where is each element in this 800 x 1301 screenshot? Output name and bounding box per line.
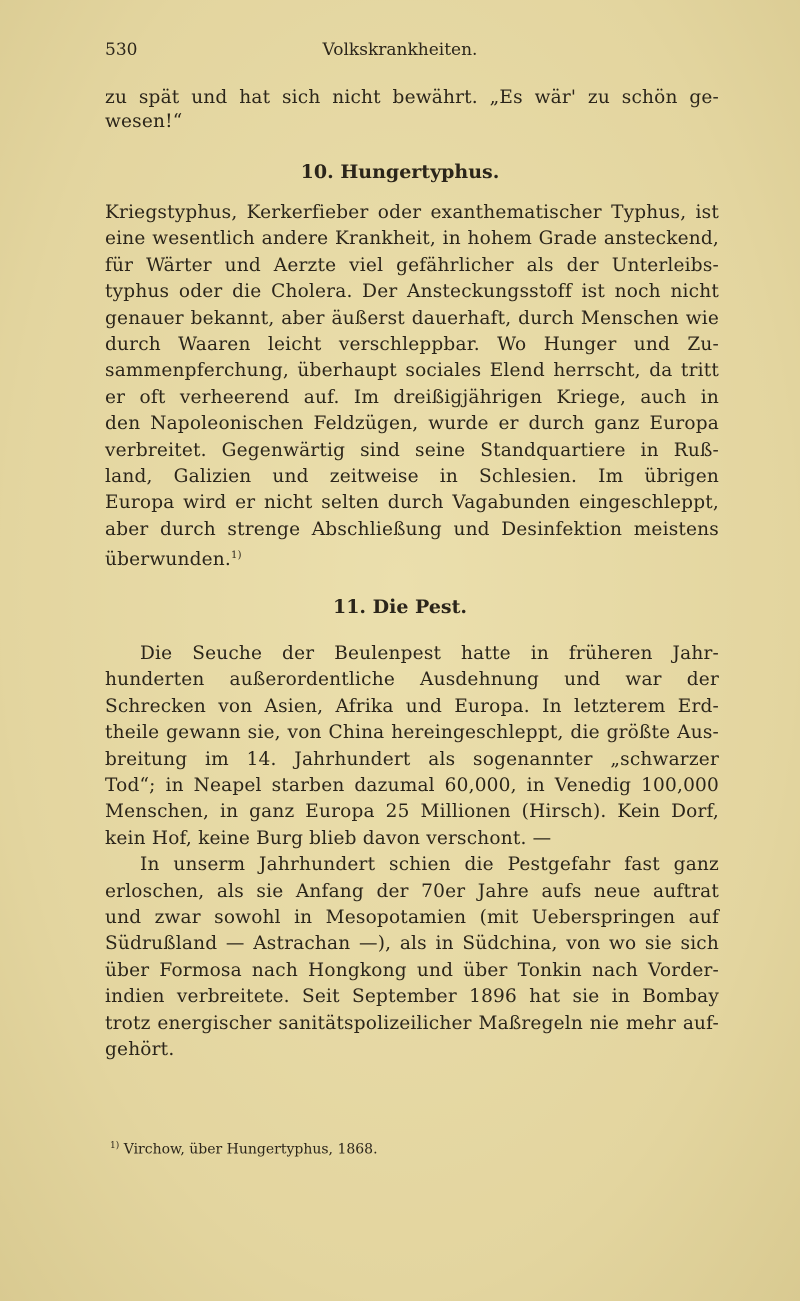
footnote — [110, 1141, 378, 1158]
page-number: 530 — [105, 40, 138, 60]
text-line: Menschen, in ganz Europa 25 Millionen (Hirsch). Kein Dorf, — [105, 801, 719, 823]
running-title: Volkskrankheiten. — [322, 40, 478, 60]
text-line: indien verbreitete. Seit September 1896 hat sie in Bombay — [105, 986, 719, 1008]
text-line: Schrecken von Asien, Afrika und Europa. In letzterem Erd- — [105, 695, 719, 717]
section-heading: 11. Die Pest. — [332, 596, 468, 618]
text-line: Kriegstyphus, Kerkerfieber oder exanthematischer Typhus, ist — [105, 202, 719, 223]
text-line: Tod“; in Neapel starben dazumal 60,000, in Venedig 100,000 — [105, 775, 719, 796]
footnote-marker: 1) — [110, 1141, 120, 1151]
section-heading: 10. Hungertyphus. — [300, 161, 500, 183]
text-line: In unserm Jahrhundert schien die Pestgefahr fast ganz — [140, 854, 719, 876]
text-line: kein Hof, keine Burg blieb davon verschont. — — [105, 827, 552, 849]
text-line: verbreitet. Gegenwärtig sind seine Standquartiere in Ruß- — [105, 439, 719, 461]
footnote-reference: 1) — [231, 550, 242, 562]
text-line: er oft verheerend auf. Im dreißigjährigen Kriege, auch in — [105, 386, 719, 408]
text-line: über Formosa nach Hongkong und über Tonkin nach Vorder- — [105, 959, 719, 981]
text-line: für Wärter und Aerzte viel gefährlicher als der Unterleibs- — [105, 254, 719, 276]
text-line: genauer bekannt, aber äußerst dauerhaft, durch Menschen wie — [105, 307, 719, 329]
text-line: wesen!“ — [105, 111, 183, 132]
text-line: trotz energischer sanitätspolizeilicher Maßregeln nie mehr auf- — [105, 1012, 719, 1034]
footnote-text: Virchow, über Hungertyphus, 1868. — [123, 1141, 378, 1158]
text-line: sammenpferchung, überhaupt sociales Elend herrscht, da tritt — [105, 360, 719, 382]
text-line: Europa wird er nicht selten durch Vagabunden eingeschleppt, — [105, 492, 719, 514]
text-line: zu spät und hat sich nicht bewährt. „Es wär' zu schön ge- — [105, 87, 719, 108]
text-line: eine wesentlich andere Krankheit, in hohem Grade ansteckend, — [105, 228, 719, 250]
text-line: den Napoleonischen Feldzügen, wurde er durch ganz Europa — [105, 413, 719, 435]
text-line: aber durch strenge Abschließung und Desinfektion meistens — [105, 518, 719, 540]
text-line: überwunden.$^{1)}$ — [105, 549, 242, 571]
text-line: Südrußland — Astrachan —), als in Südchina, von wo sie sich — [105, 933, 719, 955]
text-line: und zwar sowohl in Mesopotamien (mit Ueberspringen auf — [105, 907, 719, 928]
text-line: gehört. — [105, 1039, 175, 1060]
text-line: breitung im 14. Jahrhundert als sogenannter „schwarzer — [105, 748, 719, 770]
text-line: land, Galizien und zeitweise in Schlesien. Im übrigen — [105, 466, 719, 487]
text-line: theile gewann sie, von China hereingeschleppt, die größte Aus- — [105, 722, 719, 744]
text-line: Die Seuche der Beulenpest hatte in früheren Jahr- — [140, 643, 719, 664]
text-line: hunderten außerordentliche Ausdehnung und war der — [105, 669, 719, 691]
text-line: typhus oder die Cholera. Der Ansteckungsstoff ist noch nicht — [105, 281, 719, 303]
text-line: durch Waaren leicht verschleppbar. Wo Hunger und Zu- — [105, 334, 719, 355]
text-line: erloschen, als sie Anfang der 70er Jahre aufs neue auftrat — [105, 880, 719, 902]
